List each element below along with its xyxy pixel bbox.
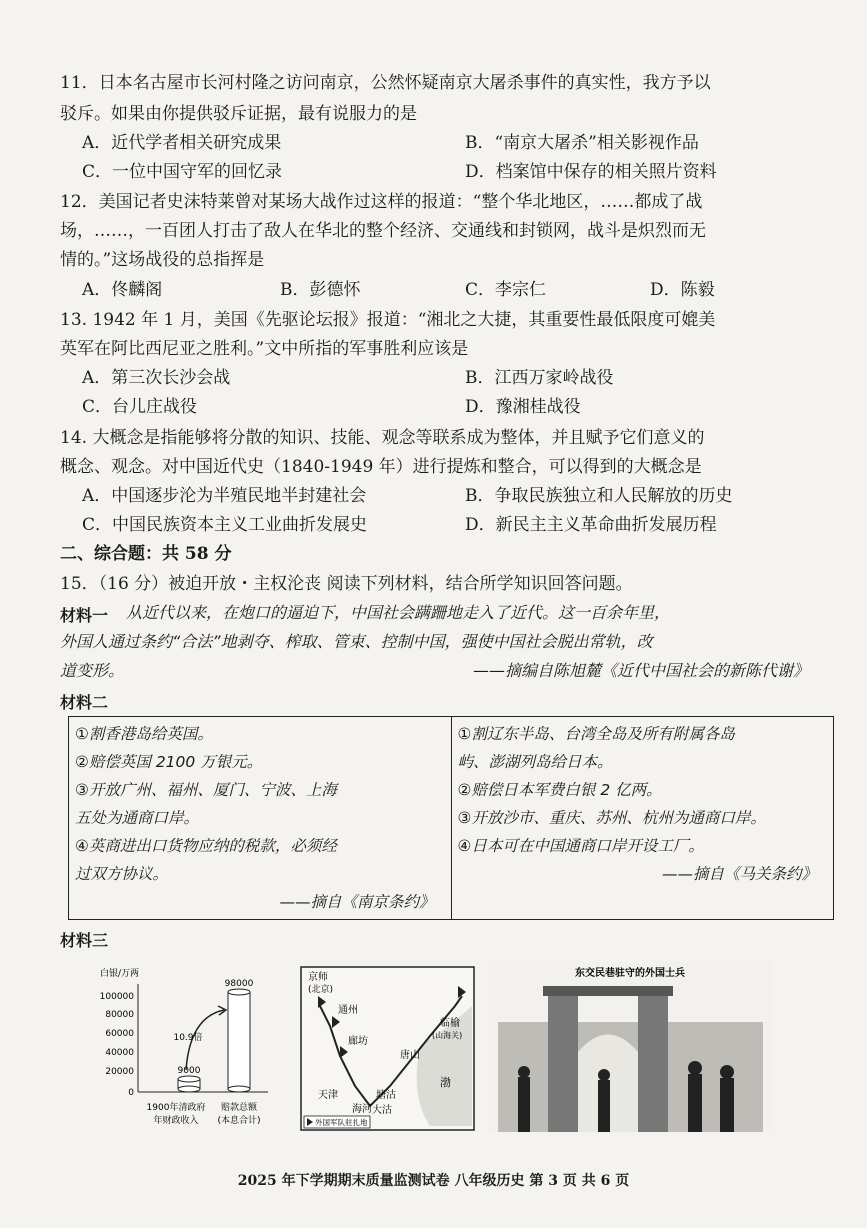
maguan-source: ——摘自《马关条约》 (661, 865, 817, 883)
legend-text: 外国军队驻扎地 (315, 1118, 368, 1127)
nanjing-item-1: ①割香港岛给英国。 (75, 725, 213, 743)
place-tanggu: 塘沽 (376, 1090, 396, 1101)
photo-caption: 东交民巷驻守的外国士兵 (575, 968, 685, 979)
tick-label: 40000 (105, 1048, 134, 1058)
q11-option-c: C．一位中国守军的回忆录 (82, 162, 283, 182)
place-beijing: (北京) (308, 985, 334, 995)
bar-indemnity-total (228, 992, 250, 1089)
place-tangshan: 唐山 (400, 1050, 420, 1061)
place-haihe: 海河 (352, 1104, 372, 1115)
q12-option-c: C．李宗仁 (465, 280, 547, 300)
bar-indemnity-label-1: 赔款总额 (220, 1103, 258, 1113)
place-linyu: 临榆 (440, 1018, 460, 1029)
maguan-item-2: ②赔偿日本军费白银 2 亿两。 (457, 781, 662, 799)
tick-label: 60000 (105, 1029, 134, 1039)
nanjing-item-2: ②赔偿英国 2100 万银元。 (75, 753, 263, 771)
q14-option-a: A．中国逐步沦为半殖民地半封建社会 (82, 486, 367, 506)
shimonoseki-treaty-cell (451, 717, 834, 920)
nanjing-item-3-cont: 五处为通商口岸。 (75, 809, 200, 827)
q13-option-d: D．豫湘桂战役 (465, 397, 581, 417)
q11-line-1: 11．日本名古屋市长河村隆之访问南京，公然怀疑南京大屠杀事件的真实性，我方予以 (60, 73, 711, 93)
q14-option-d: D．新民主主义革命曲折发展历程 (465, 515, 717, 535)
maguan-item-3: ③开放沙市、重庆、苏州、杭州为通商口岸。 (457, 809, 766, 827)
bar-indemnity-label-2: (本息合计) (217, 1116, 261, 1126)
maguan-item-1-cont: 屿、澎湖列岛给日本。 (457, 753, 613, 771)
bar-1900-revenue-bottom (178, 1086, 200, 1092)
q15-stem: 15．（16 分）被迫开放・主权沦丧 阅读下列材料，结合所学知识回答问题。 (60, 574, 633, 594)
nanjing-item-4: ④英商进出口货物应纳的税款，必须经 (75, 837, 337, 855)
gate-pillar-left (548, 992, 578, 1132)
q12-option-b: B．彭德怀 (280, 280, 361, 300)
q12-line-1: 12．美国记者史沫特莱曾对某场大战作过这样的报道：“整个华北地区，……都成了战 (60, 192, 703, 212)
q12-option-a: A．佟麟阁 (82, 280, 163, 300)
gate-pillar-right (638, 992, 668, 1132)
bar-indemnity-value: 98000 (224, 979, 254, 989)
maguan-item-4: ④日本可在中国通商口岸开设工厂。 (457, 837, 704, 855)
material-1-line-2: 外国人通过条约“合法”地剥夺、榨取、管束、控制中国，强使中国社会脱出常轨，改 (60, 632, 653, 651)
place-dagu: 大沽 (372, 1105, 392, 1116)
bar-1900-label-2: 年财政收入 (153, 1116, 199, 1126)
material-1-line-3: 道变形。 (60, 661, 125, 680)
tick-label: 100000 (99, 992, 134, 1002)
material-1-source: ——摘编自陈旭麓《近代中国社会的新陈代谢》 (472, 661, 809, 680)
q14-line-1: 14. 大概念是指能够将分散的知识、技能、观念等联系成为整体，并且赋予它们意义的 (60, 428, 705, 448)
nanjing-item-4-cont: 过双方协议。 (75, 865, 169, 883)
q12-line-3: 情的。”这场战役的总指挥是 (60, 250, 265, 270)
bar-1900-value: 9000 (177, 1066, 201, 1076)
bar-1900-revenue-top (178, 1076, 200, 1082)
q11-line-2: 驳斥。如果由你提供驳斥证据，最有说服力的是 (60, 104, 417, 124)
q14-option-c: C．中国民族资本主义工业曲折发展史 (82, 515, 368, 535)
nanjing-treaty-cell (69, 717, 452, 920)
page-footer: 2025 年下学期期末质量监测试卷 八年级历史 第 3 页 共 6 页 (237, 1173, 630, 1189)
q12-option-d: D．陈毅 (650, 280, 715, 300)
tick-label: 0 (128, 1088, 134, 1098)
bar-indemnity-top (228, 989, 250, 995)
material-3-label: 材料三 (60, 931, 109, 950)
q13-option-a: A．第三次长沙会战 (82, 368, 231, 388)
nanjing-source: ——摘自《南京条约》 (279, 893, 435, 911)
treaty-comparison-table (68, 716, 834, 920)
bar-1900-label-1: 1900年清政府 (146, 1103, 206, 1113)
q14-line-2: 概念、观念。对中国近代史（1840-1949 年）进行提炼和整合，可以得到的大概念是 (60, 457, 702, 477)
place-tongzhou: 通州 (338, 1005, 358, 1016)
q13-option-b: B．江西万家岭战役 (465, 368, 614, 388)
material-1-line-1: 从近代以来，在炮口的逼迫下，中国社会蹒跚地走入了近代。这一百余年里， (126, 603, 671, 622)
foreign-garrison-map (300, 966, 475, 1131)
q11-option-d: D．档案馆中保存的相关照片资料 (465, 162, 717, 182)
q13-option-c: C．台儿庄战役 (82, 397, 198, 417)
place-jingshi: 京师 (308, 972, 328, 983)
legation-quarter-photo (488, 962, 773, 1132)
material-2-label: 材料二 (60, 693, 109, 712)
indemnity-bar-chart (78, 962, 278, 1137)
maguan-item-1: ①割辽东半岛、台湾全岛及所有附属各岛 (457, 725, 735, 743)
q12-line-2: 场，……，一百团人打击了敌人在华北的整个经济、交通线和封锁网，战斗是炽烈而无 (60, 221, 706, 241)
gate-top (543, 986, 673, 996)
q11-option-a: A．近代学者相关研究成果 (82, 133, 282, 153)
bar-indemnity-bottom (228, 1086, 250, 1092)
q13-line-1: 13. 1942 年 1 月，美国《先驱论坛报》报道：“湘北之大捷，其重要性最低限度可媲美 (60, 310, 716, 330)
q13-line-2: 英军在阿比西尼亚之胜利。”文中所指的军事胜利应该是 (60, 339, 469, 359)
place-shanhaiguan: (山海关) (432, 1031, 463, 1040)
tick-label: 80000 (105, 1010, 134, 1020)
chart-ylabel: 白银/万两 (100, 969, 140, 979)
nanjing-item-3: ③开放广州、福州、厦门、宁波、上海 (75, 781, 337, 799)
place-tianjin: 天津 (318, 1090, 338, 1101)
section-2-title: 二、综合题：共 58 分 (60, 544, 232, 564)
q11-option-b: B．“南京大屠杀”相关影视作品 (465, 133, 699, 153)
tick-label: 20000 (105, 1067, 134, 1077)
place-bohai: 渤 (440, 1076, 451, 1089)
growth-note: 10.9倍 (173, 1033, 203, 1043)
material-1-label: 材料一 (60, 606, 109, 625)
q14-option-b: B．争取民族独立和人民解放的历史 (465, 486, 733, 506)
place-langfang: 廊坊 (348, 1036, 368, 1047)
